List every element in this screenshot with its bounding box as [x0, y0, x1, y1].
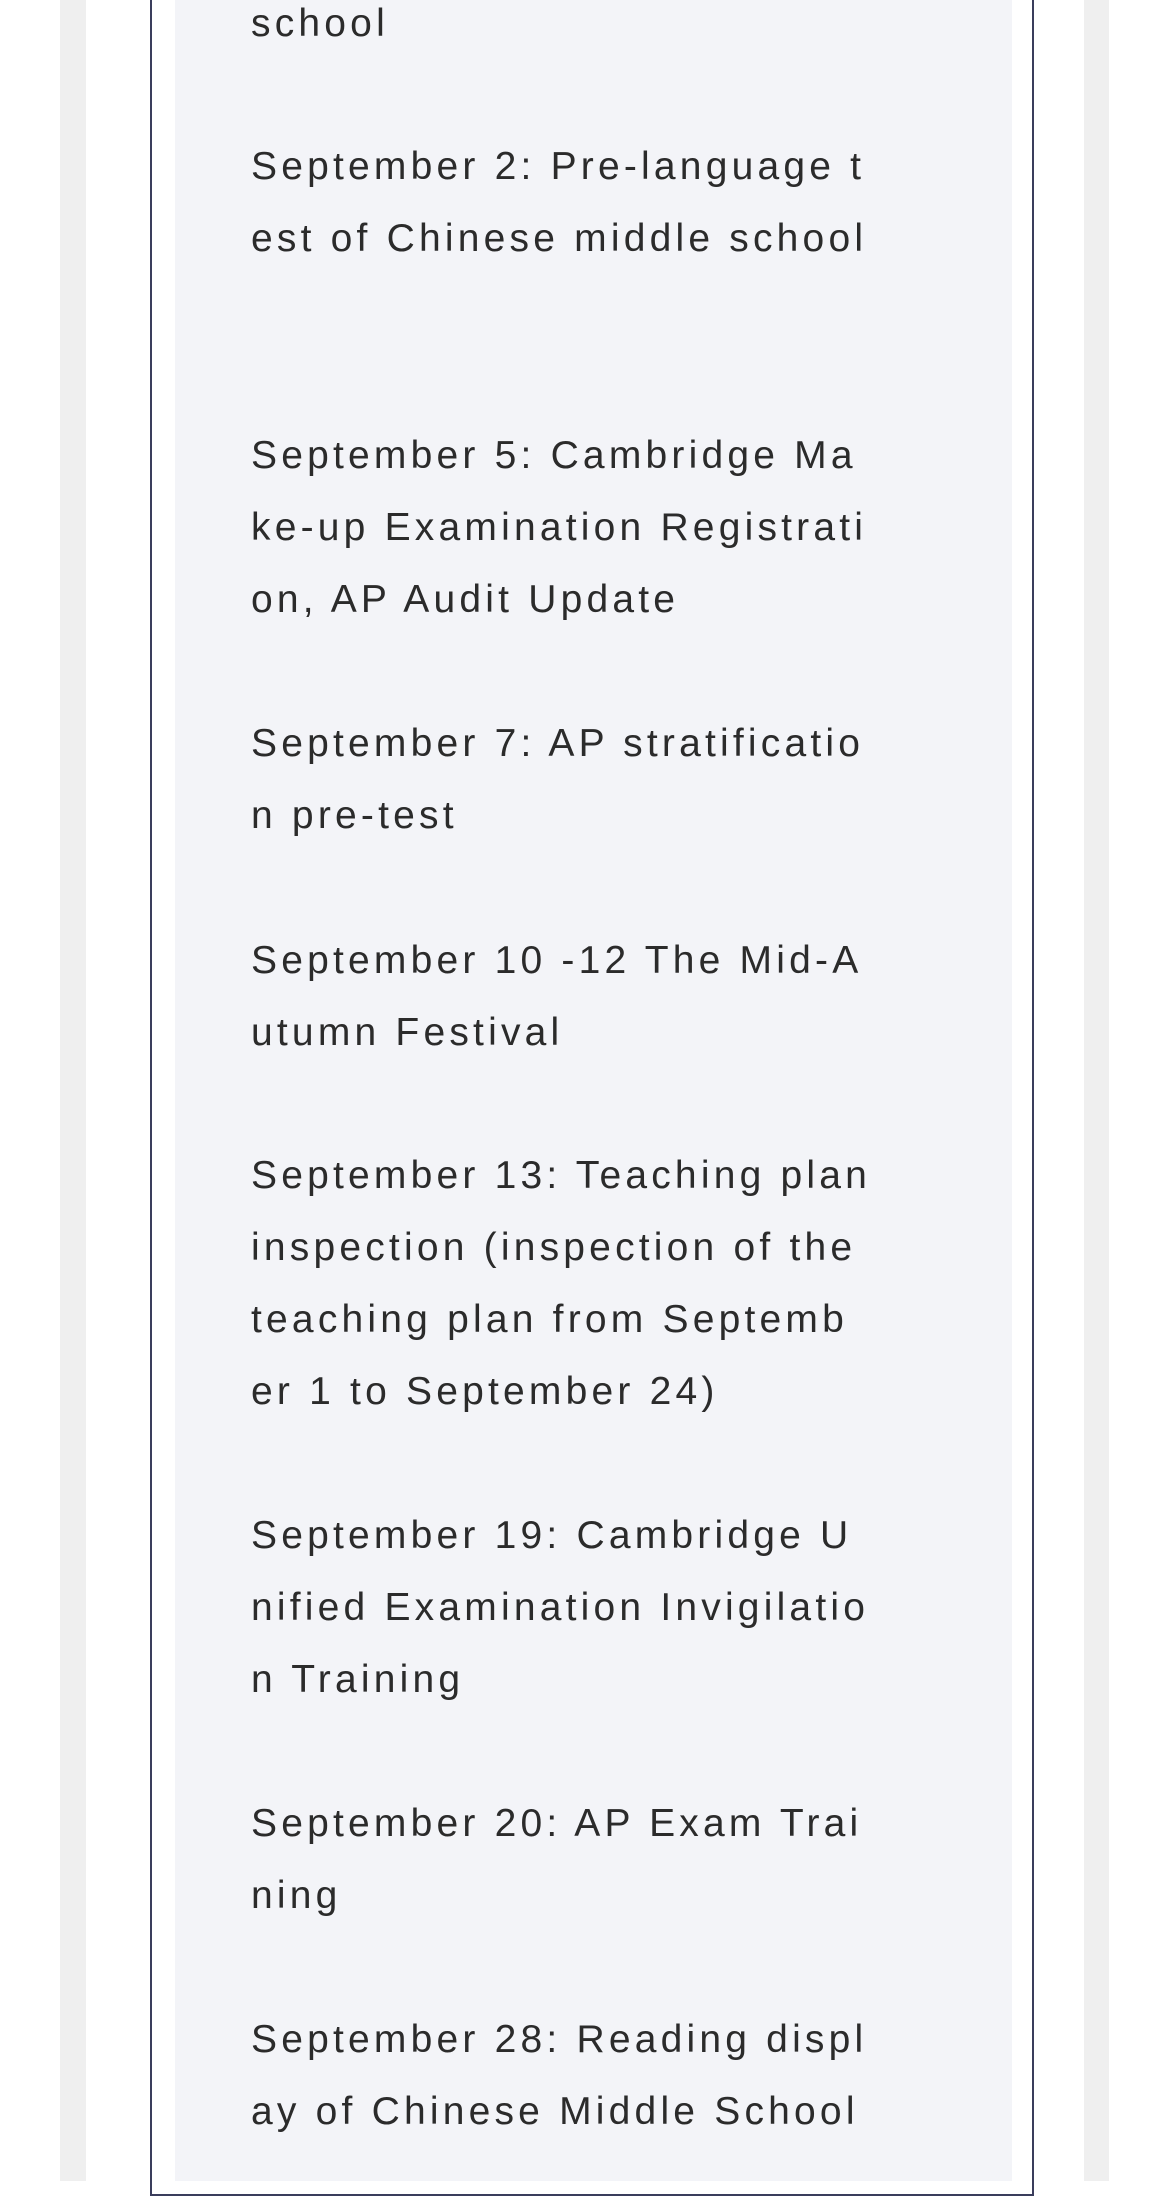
schedule-line: er 1 to September 24) [251, 1370, 719, 1413]
schedule-line: n pre-test [251, 794, 458, 837]
schedule-line: nified Examination Invigilatio [251, 1586, 870, 1629]
schedule-line: est of Chinese middle school [251, 217, 868, 260]
schedule-line: teaching plan from Septemb [251, 1298, 848, 1341]
schedule-line: ke-up Examination Registrati [251, 506, 868, 549]
schedule-line: September 28: Reading displ [251, 2018, 868, 2061]
schedule-line: utumn Festival [251, 1011, 564, 1054]
schedule-line: inspection (inspection of the [251, 1226, 857, 1269]
schedule-line: on, AP Audit Update [251, 578, 680, 621]
schedule-line: September 7: AP stratificatio [251, 722, 865, 765]
schedule-line: September 13: Teaching plan [251, 1154, 872, 1197]
schedule-line: September 19: Cambridge U [251, 1514, 853, 1557]
schedule-line: school [251, 2, 389, 45]
right-page-margin [1084, 0, 1109, 2181]
schedule-line: September 2: Pre-language t [251, 145, 866, 188]
schedule-line: n Training [251, 1658, 465, 1701]
left-page-margin [60, 0, 86, 2181]
schedule-line: September 10 -12 The Mid-A [251, 939, 863, 982]
schedule-line: September 20: AP Exam Trai [251, 1802, 863, 1845]
schedule-line: September 5: Cambridge Ma [251, 434, 857, 477]
schedule-line: ay of Chinese Middle School [251, 2090, 859, 2133]
schedule-line: ning [251, 1874, 342, 1917]
